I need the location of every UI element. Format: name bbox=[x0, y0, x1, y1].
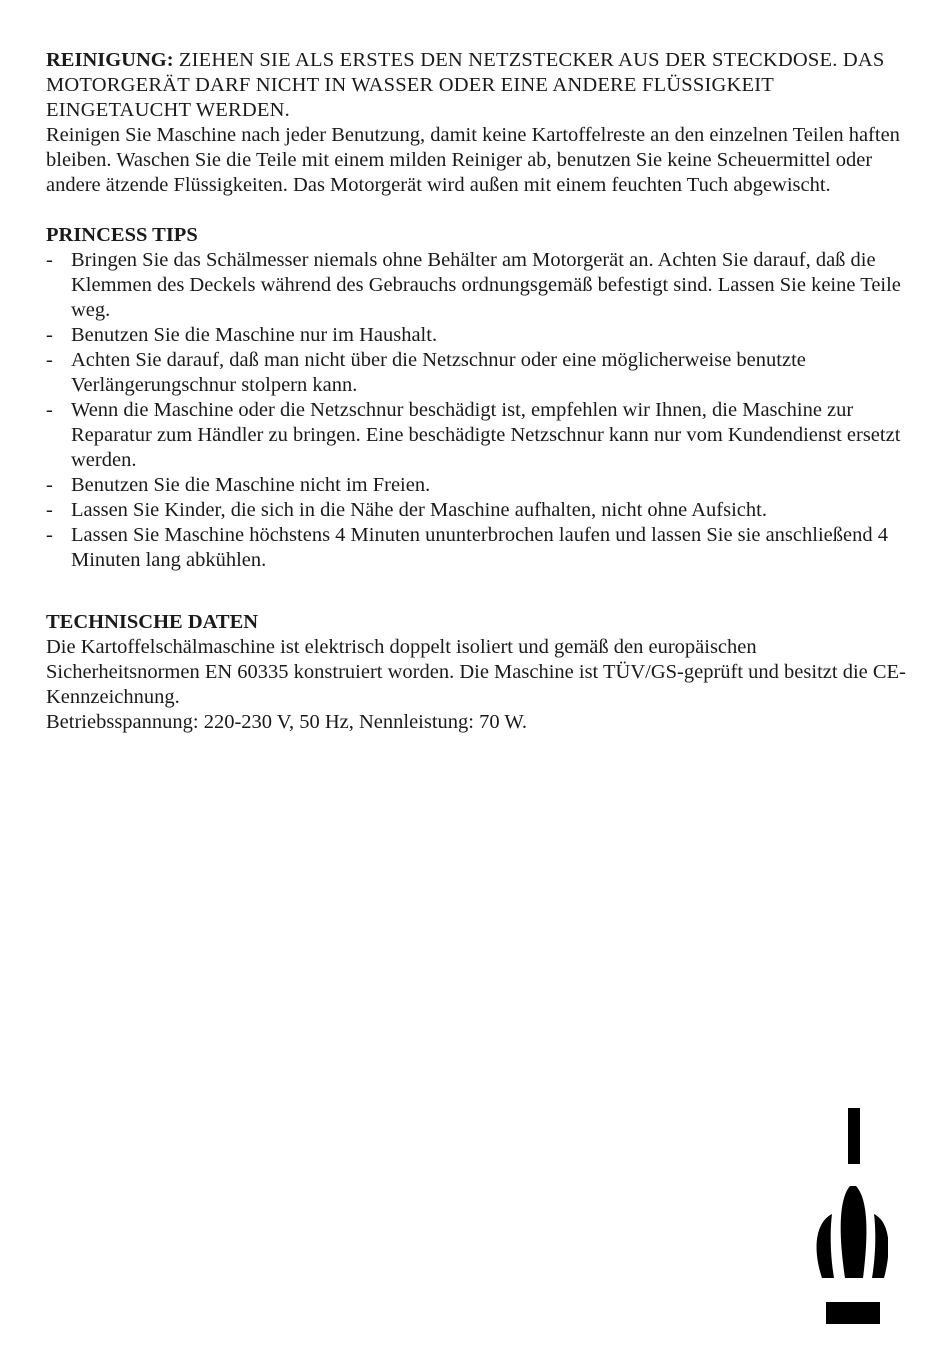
tip-text: Wenn die Maschine oder die Netzschnur beschädigt ist, empfehlen wir Ihnen, die Maschine zur Reparatur zum Händler zu bringen. Eine beschädigte Netzschnur kann nur vom Kundendienst ersetzt werden. bbox=[71, 399, 901, 471]
tech-specs: Betriebsspannung: 220-230 V, 50 Hz, Nennleistung: 70 W. bbox=[46, 711, 527, 733]
bullet-dash: - bbox=[46, 474, 53, 496]
tip-text: Bringen Sie das Schälmesser niemals ohne Behälter am Motorgerät an. Achten Sie darauf, daß die Klemmen des Deckels während des Gebrauchs ordnungsgemäß befestigt sind. Lassen Sie keine Teile weg. bbox=[71, 249, 901, 321]
bullet-dash: - bbox=[46, 499, 53, 521]
cleaning-section bbox=[46, 48, 906, 198]
tip-text: Lassen Sie Maschine höchstens 4 Minuten ununterbrochen laufen und lassen Sie sie anschließend 4 Minuten lang abkühlen. bbox=[71, 524, 888, 571]
tip-text: Benutzen Sie die Maschine nicht im Freien. bbox=[71, 474, 431, 496]
list-item bbox=[46, 248, 906, 323]
list-item bbox=[46, 523, 906, 573]
bullet-dash: - bbox=[46, 349, 53, 371]
list-item bbox=[46, 473, 906, 498]
list-item bbox=[46, 498, 906, 523]
tip-text: Achten Sie darauf, daß man nicht über die Netzschnur oder eine möglicherweise benutzte Verlängerungschnur stolpern kann. bbox=[71, 349, 806, 396]
tips-list bbox=[46, 248, 906, 573]
bullet-dash: - bbox=[46, 324, 53, 346]
cleaning-heading: REINIGUNG: bbox=[46, 49, 174, 71]
list-item bbox=[46, 398, 906, 473]
bullet-dash: - bbox=[46, 524, 53, 546]
list-item bbox=[46, 323, 906, 348]
cleaning-warning-text: ZIEHEN SIE ALS ERSTES DEN NETZSTECKER AUS DER STECKDOSE. DAS MOTORGERÄT DARF NICHT IN WASSER ODER EINE ANDERE FLÜSSIGKEIT EINGETAUCHT WERDEN. bbox=[46, 49, 885, 121]
tip-text: Lassen Sie Kinder, die sich in die Nähe der Maschine aufhalten, nicht ohne Aufsicht. bbox=[71, 499, 767, 521]
tip-text: Benutzen Sie die Maschine nur im Haushalt. bbox=[71, 324, 438, 346]
list-item bbox=[46, 348, 906, 398]
bullet-dash: - bbox=[46, 399, 53, 421]
princess-crown-icon bbox=[808, 1108, 888, 1330]
tech-section bbox=[46, 610, 906, 735]
cleaning-warning bbox=[46, 48, 906, 123]
document-page bbox=[46, 48, 906, 735]
cleaning-text: Reinigen Sie Maschine nach jeder Benutzung, damit keine Kartoffelreste an den einzelnen Teilen haften bleiben. Waschen Sie die Teile mit einem milden Reiniger ab, benutzen Sie keine Scheuermittel oder andere ätzende Flüssigkeiten. Das Motorgerät wird außen mit einem feuchten Tuch abgewischt. bbox=[46, 124, 900, 196]
tips-section bbox=[46, 223, 906, 573]
tips-heading: PRINCESS TIPS bbox=[46, 224, 198, 246]
bullet-dash: - bbox=[46, 249, 53, 271]
tech-text: Die Kartoffelschälmaschine ist elektrisch doppelt isoliert und gemäß den europäischen Sicherheitsnormen EN 60335 konstruiert worden. Die Maschine ist TÜV/GS-geprüft und besitzt die CE-Kennzeichnung. bbox=[46, 636, 906, 708]
tech-heading: TECHNISCHE DATEN bbox=[46, 611, 259, 633]
